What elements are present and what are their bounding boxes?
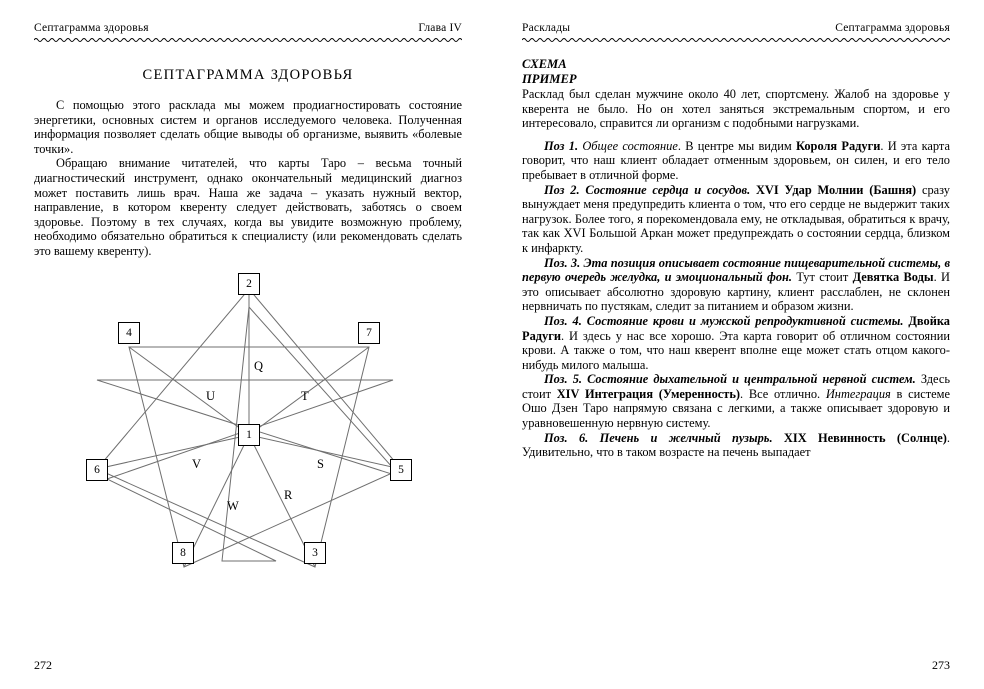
section-heading-scheme: СХЕМА	[522, 57, 567, 71]
running-head-right-title: Септаграмма здоровья	[835, 22, 950, 34]
position-title: Печень и желчный пузырь.	[588, 430, 773, 445]
diagram-letter: Q	[254, 358, 264, 373]
position-title: Эта позиция описывает состояние пищеварительной системы, в первую очередь желудка, и эмоциональный фон.	[522, 255, 950, 285]
position-node[interactable]: 8	[172, 542, 194, 564]
position-node[interactable]: 4	[118, 322, 140, 344]
position-label: Поз. 3.	[544, 255, 581, 270]
position-node[interactable]: 2	[238, 273, 260, 295]
section-heading-example: ПРИМЕР	[522, 72, 577, 86]
diagram-letter: R	[284, 487, 293, 502]
septagram-diagram	[34, 267, 464, 597]
position-label: Поз 2.	[544, 182, 580, 197]
position-text: . В центре мы видим Короля Радуги. И эта карта говорит, что наш клиент обладает отменным здоровьем, он силен, и его тело пребывает в отличной форме.	[522, 138, 950, 182]
position-text: Здесь стоит XIV Интеграция (Умеренность). Все отлично. Интеграция в системе Ошо Дзен Таро напрямую связана с легкими, а также описывает здоровую и уравновешенную нервную систему.	[522, 372, 950, 431]
position-label: Поз. 5.	[544, 372, 582, 387]
position-paragraph-2	[522, 183, 950, 256]
position-text: Тут стоит Девятка Воды. И это описывает абсолютно здоровую картину, клиент расслаблен, не склонен нервничать по пустякам, следит за питанием и образом жизни.	[522, 270, 950, 314]
position-node[interactable]: 3	[304, 542, 326, 564]
position-node[interactable]: 7	[358, 322, 380, 344]
diagram-letter: T	[301, 388, 309, 403]
position-text: XIX Невинность (Солнце). Удивительно, что в таком возрасте на печень выпадает	[522, 430, 950, 460]
running-head-left	[34, 22, 462, 34]
position-label: Поз. 4.	[544, 313, 582, 328]
diagram-letter: U	[206, 388, 216, 403]
running-head-left-chapter: Глава IV	[418, 22, 462, 34]
position-paragraph-5	[522, 372, 950, 430]
position-node[interactable]: 1	[238, 424, 260, 446]
position-paragraph-1	[522, 139, 950, 183]
page-number-right: 273	[932, 658, 950, 672]
position-label: Поз 1.	[544, 138, 579, 153]
page-title: СЕПТАГРАММА ЗДОРОВЬЯ	[142, 67, 354, 83]
diagram-letter: W	[227, 498, 239, 513]
paragraph: Обращаю внимание читателей, что карты Таро – весьма точный диагностический инструмент, однако окончательный медицинский диагноз может поставить лишь врач. Наша же задача – указать нужный вектор, направление, в котором кверенту следует действовать, заботясь о своем здоровье. Поэтому в тех случаях, когда вы увидите возможную проблему, необходимо обязательно обратиться к специалисту (или рекомендовать сделать это вашему кверенту).	[34, 156, 462, 258]
position-label: Поз. 6.	[544, 430, 589, 445]
running-head-left-title: Септаграмма здоровья	[34, 22, 149, 34]
diagram-letter: V	[192, 456, 202, 471]
paragraph-intro: Расклад был сделан мужчине около 40 лет, спортсмену. Жалоб на здоровье у кверента не было. Но он хотел заняться экстремальным спортом, и его интересовало, справится ли организм с подобными нагрузками.	[522, 87, 950, 131]
running-head-right	[522, 22, 950, 34]
position-title: Состояние крови и мужской репродуктивной системы.	[581, 313, 904, 328]
right-page	[492, 0, 984, 689]
running-head-right-section: Расклады	[522, 22, 571, 34]
position-title: Состояние сердца и сосудов.	[579, 182, 751, 197]
position-text: Двойка Радуги. И здесь у нас все хорошо. Эта карта говорит об отличном состоянии крови. А также о том, что наш кверент вполне еще может стать отцом какого-нибудь милого малыша.	[522, 313, 950, 372]
divider-wave-left	[34, 37, 462, 43]
position-node[interactable]: 6	[86, 459, 108, 481]
page-number-left: 272	[34, 658, 52, 672]
paragraph: С помощью этого расклада мы можем продиагностировать состояние энергетики, основных систем и органов исследуемого человека. Полученная информация позволяет сделать общие выводы об организме, выявить «болевые точки».	[34, 98, 462, 156]
position-node[interactable]: 5	[390, 459, 412, 481]
diagram-letter: S	[317, 456, 324, 471]
position-text: XVI Удар Молнии (Башня) сразу вынуждает меня предупредить клиента о том, что его сердце не выдержит таких нагрузок. Более того, я порекомендовала ему, не откладывая, обратиться к врачу, так как XVI Большой Аркан может предупреждать о состоянии сердца, близком к инфаркту.	[522, 182, 950, 255]
position-title: Состояние дыхательной и центральной нервной систем.	[581, 372, 916, 387]
position-title: Общее состояние	[578, 138, 678, 153]
position-paragraph-6	[522, 431, 950, 460]
position-paragraph-4	[522, 314, 950, 372]
position-paragraph-3	[522, 256, 950, 314]
